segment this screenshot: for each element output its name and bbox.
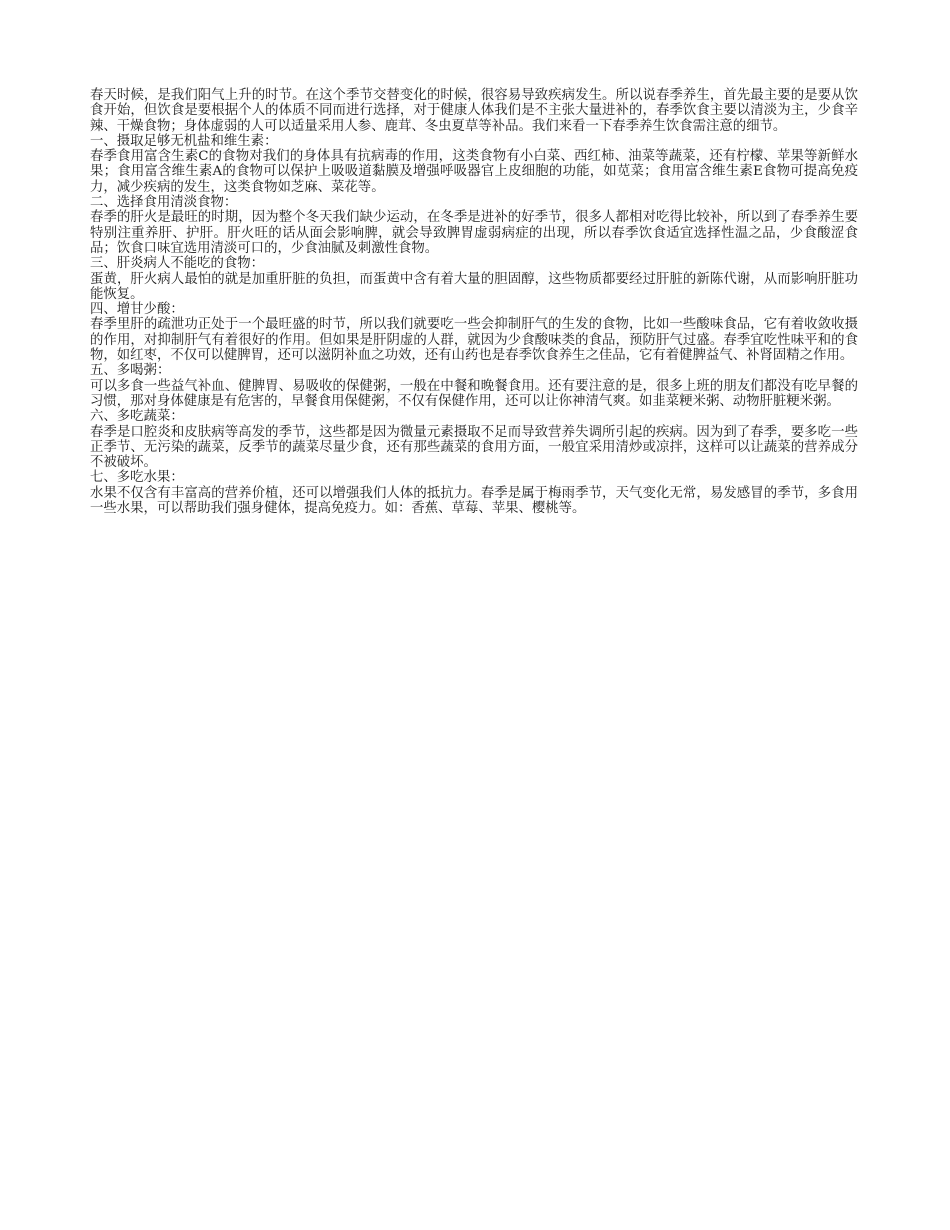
section-1-heading: 一、摄取足够无机盐和维生素：: [90, 133, 278, 149]
intro-paragraph: 春天时候，是我们阳气上升的时节。在这个季节交替变化的时候，很容易导致疾病发生。所以说春季养生，首先最主要的是要从饮食开始，但饮食是要根据个人的体质不同而进行选择，对于健康人体我们是不主张大量进补的，春季饮食主要以清淡为主，少食辛辣、干燥食物；身体虚弱的人可以适量采用人参、鹿茸、冬虫夏草等补品。我们来看一下春季养生饮食需注意的细节。: [90, 88, 858, 134]
section-7-body: 水果不仅含有丰富高的营养价植，还可以增强我们人体的抵抗力。春季是属于梅雨季节，天气变化无常，易发感冒的季节，多食用一些水果，可以帮助我们强身健体，提高免疫力。如：香蕉、草莓、苹果、樱桃等。: [90, 485, 858, 517]
section-6-heading: 六、多吃蔬菜：: [90, 409, 184, 425]
section-3-heading: 三、肝炎病人不能吃的食物：: [90, 256, 265, 272]
section-7-heading: 七、多吃水果：: [90, 470, 184, 486]
section-1-body: 春季食用富含生素C的食物对我们的身体具有抗病毒的作用，这类食物有小白菜、西红柿、油菜等蔬菜，还有柠檬、苹果等新鲜水果；食用富含维生素A的食物可以保护上吸吸道黏膜及增强呼吸器官上皮细胞的功能，如苋菜；食用富含维生素E食物可提高免疫力，减少疾病的发生，这类食物如芝麻、菜花等。: [90, 149, 858, 195]
section-5-heading: 五、多喝粥：: [90, 363, 171, 379]
section-2-body: 春季的肝火是最旺的时期，因为整个冬天我们缺少运动，在冬季是进补的好季节，很多人都相对吃得比较补，所以到了春季养生要特别注重养肝、护肝。肝火旺的话从面会影响脾，就会导致脾胃虚弱病症的出现，所以春季饮食适宜选择性温之品，少食酸涩食品；饮食口味宜选用清淡可口的，少食油腻及刺激性食物。: [90, 210, 858, 256]
section-4-heading: 四、增甘少酸：: [90, 302, 184, 318]
section-4-body: 春季里肝的疏泄功正处于一个最旺盛的时节，所以我们就要吃一些会抑制肝气的生发的食物，比如一些酸味食品，它有着收敛收摄的作用，对抑制肝气有着很好的作用。但如果是肝阴虚的人群，就因为少食酸味类的食品，预防肝气过盛。春季宜吃性味平和的食物，如红枣，不仅可以健脾胃，还可以滋阴补血之功效，还有山药也是春季饮食养生之佳品，它有着健脾益气、补肾固精之作用。: [90, 317, 858, 364]
section-5-body: 可以多食一些益气补血、健脾胃、易吸收的保健粥，一般在中餐和晚餐食用。还有要注意的是，很多上班的朋友们都没有吃早餐的习惯，那对身体健康是有危害的，早餐食用保健粥，不仅有保健作用，还可以让你神清气爽。如韭菜粳米粥、动物肝脏粳米粥。: [90, 378, 858, 409]
section-2-heading: 二、选择食用清淡食物：: [90, 195, 238, 211]
section-3-body: 蛋黄，肝火病人最怕的就是加重肝脏的负担，而蛋黄中含有着大量的胆固醇，这些物质都要经过肝脏的新陈代谢，从而影响肝脏功能恢复。: [90, 271, 858, 302]
section-6-body: 春季是口腔炎和皮肤病等高发的季节，这些都是因为微量元素摄取不足而导致营养失调所引起的疾病。因为到了春季，要多吃一些正季节、无污染的蔬菜，反季节的蔬菜尽量少食，还有那些蔬菜的食用方面，一般宜采用清炒或凉拌，这样可以让蔬菜的营养成分不被破坏。: [90, 424, 858, 471]
